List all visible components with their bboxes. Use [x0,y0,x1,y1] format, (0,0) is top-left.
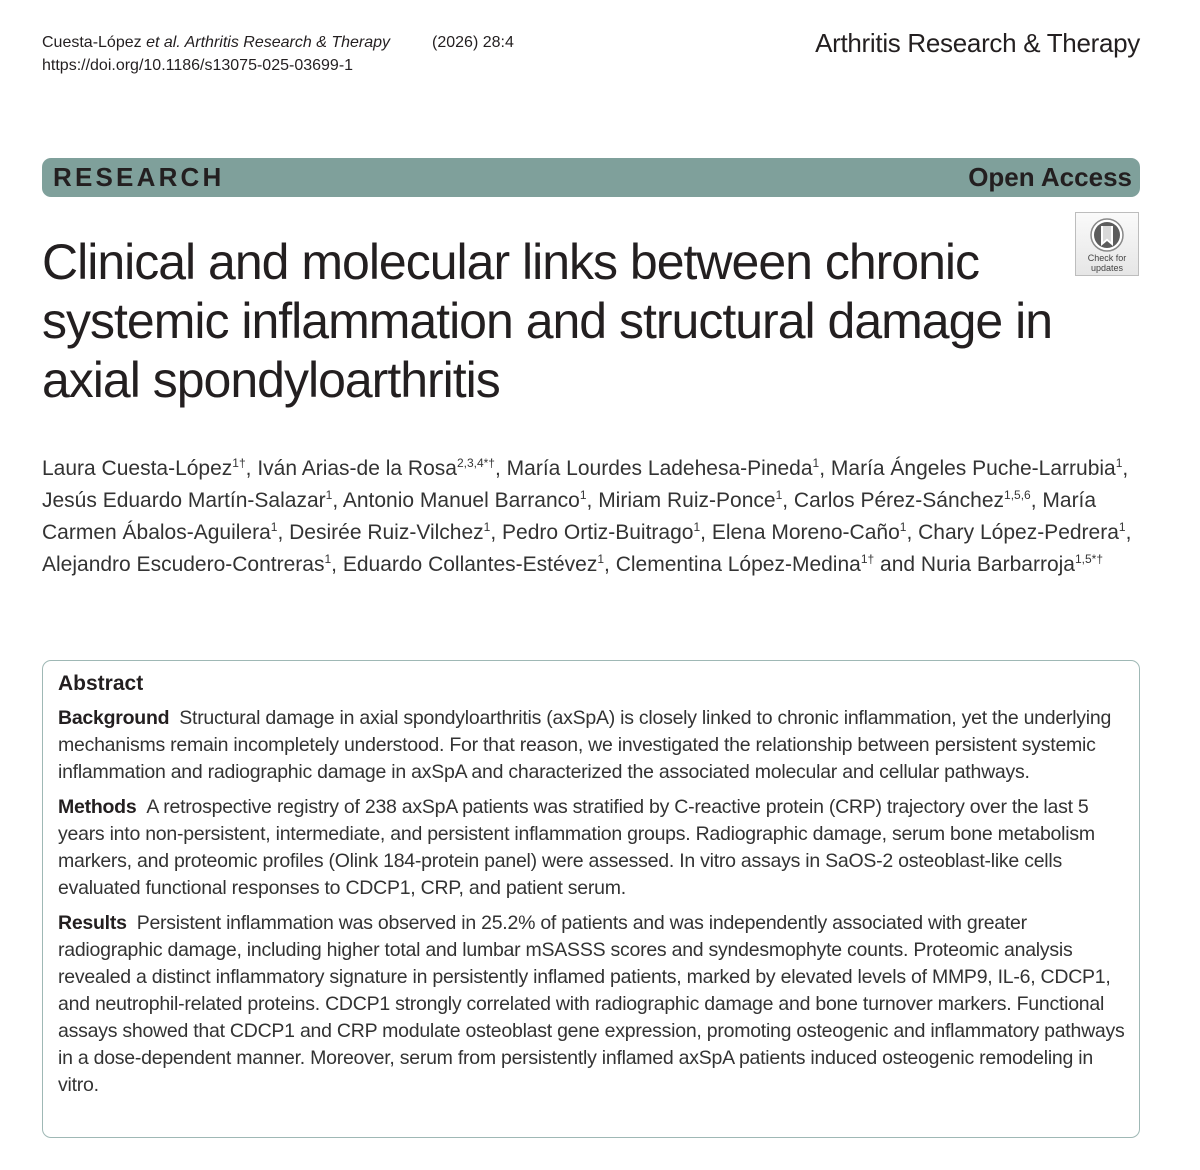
citation-line [42,31,514,54]
author-name[interactable]: Jesús Eduardo Martín-Salazar [42,489,326,512]
check-updates-line2: updates [1090,263,1124,273]
results-heading: Results [58,912,127,934]
author-affiliation: 2,3,4*† [456,456,495,470]
article-type-banner [42,158,1140,197]
abstract-heading: Abstract [58,672,144,695]
author-separator: , [494,457,507,480]
methods-text: A retrospective registry of 238 axSpA patients was stratified by C-reactive protein (CRP) trajectory over the last 5 years into non-persistent, intermediate, and persistent inflammation groups. Radiographic damage, serum bone metabolism markers, and proteomic profiles (Olink 184-protein panel) were assessed. In vitro assays in SaOS-2 osteoblast-like cells evaluated functional responses to CDCP1, CRP, and patient serum. [58,796,1095,899]
author-affiliation: 1 [775,488,783,502]
author-name[interactable]: Laura Cuesta-López [42,457,233,480]
author-name[interactable]: Chary López-Pedrera [918,521,1119,544]
check-for-updates-icon [1088,217,1126,253]
results-text: Persistent inflammation was observed in 25.2% of patients and was independently associated with greater radiographic damage, including higher total and lumbar mSASSS scores and syndesmophyte counts. Proteomic analysis revealed a distinct inflammatory signature in persistently inflamed patients, marked by elevated levels of MMP9, IL-6, CDCP1, and neutrophil-related proteins. CDCP1 strongly correlated with radiographic damage and bone turnover markers. Functional assays showed that CDCP1 and CRP modulate osteoblast gene expression, promoting osteogenic and inflammatory pathways in a dose-dependent manner. Moreover, serum from persistently inflamed axSpA patients induced osteogenic remodeling in vitro. [58,912,1125,1096]
author-separator: , [604,553,616,576]
author-name[interactable]: Eduardo Collantes-Estévez [342,553,598,576]
author-name[interactable]: Clementina López-Medina [615,553,861,576]
background-text: Structural damage in axial spondyloarthritis (axSpA) is closely linked to chronic inflammation, yet the underlying mechanisms remain incompletely understood. For that reason, we investigated the relationship between persistent systemic inflammation and radiographic damage in axSpA and characterized the associated molecular and cellular pathways. [58,707,1112,783]
citation-journal: et al. Arthritis Research & Therapy [146,34,391,51]
author-name[interactable]: Carlos Pérez-Sánchez [793,489,1005,512]
author-affiliation: 1 [325,488,333,502]
author-name[interactable]: Nuria Barbarroja [920,553,1075,576]
author-affiliation: 1† [860,552,875,566]
author-name[interactable]: María Lourdes Ladehesa-Pineda [506,457,813,480]
journal-name: Arthritis Research & Therapy [815,28,1140,58]
author-name[interactable]: Elena Moreno-Caño [711,521,900,544]
author-separator: , [906,521,919,544]
citation-authors: Cuesta-López [42,34,147,51]
citation-year-volume: (2026) 28:4 [432,34,514,51]
author-affiliation: 1 [812,456,820,470]
author-separator: , [331,553,343,576]
article-type-label: RESEARCH [53,162,225,192]
methods-heading: Methods [58,796,137,818]
author-separator: , [1122,457,1129,480]
author-separator: , [277,521,290,544]
author-name[interactable]: Antonio Manuel Barranco [342,489,580,512]
background-heading: Background [58,707,170,729]
check-for-updates-badge[interactable] [1075,212,1139,276]
author-affiliation: 1 [579,488,587,502]
author-name[interactable]: María Carmen Ábalos-Aguilera [42,489,1097,544]
abstract-background [58,705,1125,786]
author-affiliation: 1,5*† [1074,552,1104,566]
author-affiliation: 1 [693,520,701,534]
check-updates-line1: Check for [1087,253,1127,263]
author-affiliation: 1 [483,520,491,534]
abstract-methods [58,794,1125,902]
author-separator: , [332,489,343,512]
author-separator: , [1125,521,1132,544]
author-separator: , [490,521,503,544]
author-name[interactable]: Alejandro Escudero-Contreras [42,553,325,576]
author-name[interactable]: Desirée Ruiz-Vilchez [289,521,484,544]
author-affiliation: 1,5,6 [1004,488,1031,502]
abstract-box [42,660,1140,1138]
author-separator: , [586,489,599,512]
author-affiliation: 1 [597,552,605,566]
author-list [42,453,1140,581]
author-affiliation: 1 [1115,456,1123,470]
author-name[interactable]: Pedro Ortiz-Buitrago [502,521,694,544]
author-separator: , [782,489,794,512]
author-name[interactable]: Iván Arias-de la Rosa [257,457,457,480]
article-title: Clinical and molecular links between chronic systemic inflammation and structural damage in axial spondyloarthritis [42,234,1053,408]
author-affiliation: 1† [232,456,246,470]
author-affiliation: 1 [270,520,278,534]
author-affiliation: 1 [1118,520,1126,534]
author-separator: , [700,521,712,544]
author-separator: , [1030,489,1043,512]
abstract-results [58,910,1125,1099]
author-name[interactable]: Miriam Ruiz-Ponce [598,489,776,512]
citation-header [42,31,514,77]
author-affiliation: 1 [324,552,332,566]
author-separator: , [819,457,831,480]
author-affiliation: 1 [899,520,907,534]
open-access-label: Open Access [968,162,1132,192]
author-separator: and [874,553,921,576]
author-separator: , [245,457,258,480]
author-name[interactable]: María Ángeles Puche-Larrubia [830,457,1116,480]
doi-link[interactable]: https://doi.org/10.1186/s13075-025-03699-1 [42,57,354,74]
